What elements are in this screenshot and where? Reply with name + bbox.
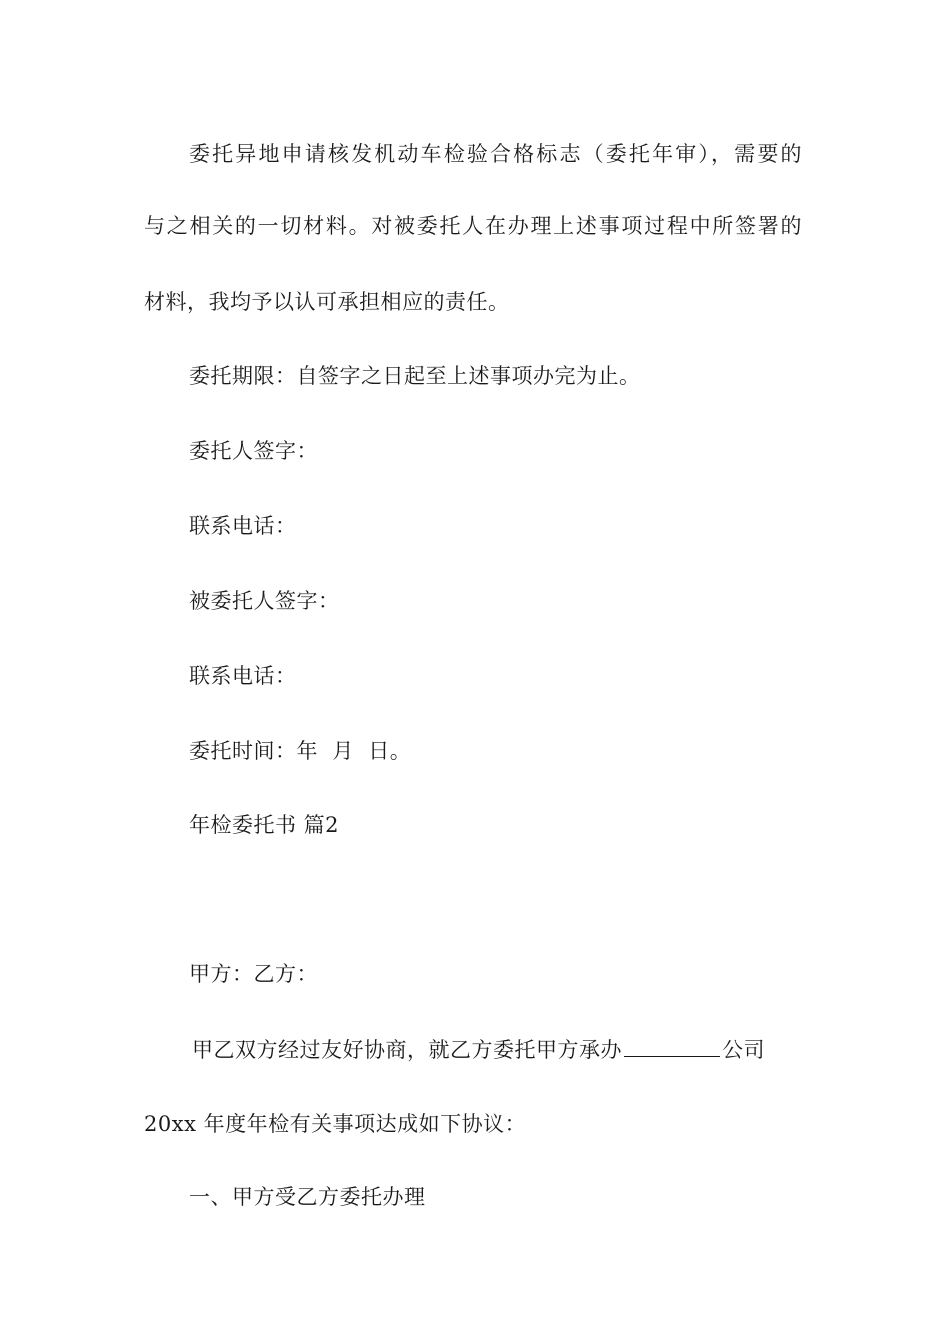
agent-signature-label: 被委托人签字： [189,589,340,613]
entrust-date-label: 委托时间：年 月 日。 [189,739,412,763]
agreement-text: 甲乙双方经过友好协商，就乙方委托甲方承办 [192,1038,622,1062]
clause-one: 一、甲方受乙方委托办理 [189,1185,426,1209]
agreement-line-2: 20xx 年度年检有关事项达成如下协议： [144,1112,527,1136]
principal-signature-label: 委托人签字： [189,439,318,463]
agent-phone-label: 联系电话： [189,664,297,688]
paragraph-line-2: 与之相关的一切材料。对被委托人在办理上述事项过程中所签署的 [144,214,802,238]
parties-line: 甲方：乙方： [189,962,318,986]
company-blank-field [624,1036,720,1057]
section-heading: 年检委托书 篇2 [189,813,340,837]
entrust-period: 委托期限：自签字之日起至上述事项办完为止。 [189,364,641,388]
agreement-line-1 [192,1036,765,1064]
paragraph-line-3: 材料，我均予以认可承担相应的责任。 [144,290,510,314]
company-suffix: 公司 [722,1038,765,1062]
principal-phone-label: 联系电话： [189,514,297,538]
paragraph-line-1: 委托异地申请核发机动车检验合格标志（委托年审），需要的 [189,142,802,166]
